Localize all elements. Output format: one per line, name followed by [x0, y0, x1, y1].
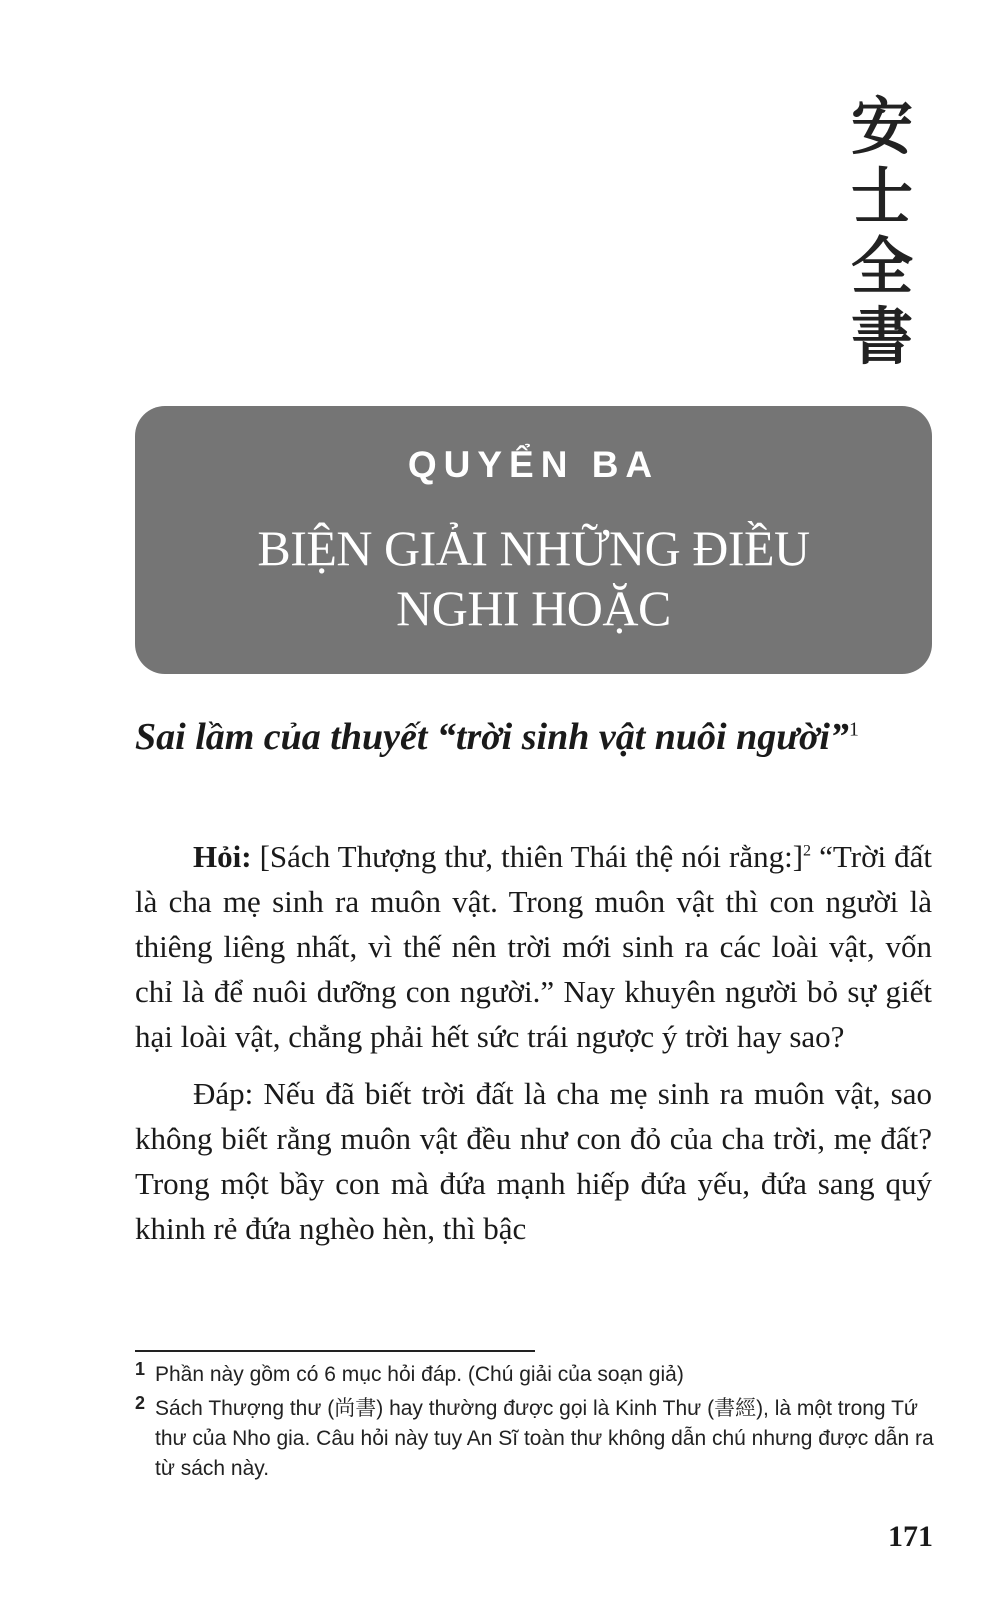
footnote [135, 1360, 935, 1390]
section-title-text: Sai lầm của thuyết “trời sinh vật nuôi người” [135, 716, 849, 758]
paragraph-text: Đáp: Nếu đã biết trời đất là cha mẹ sinh ra muôn vật, sao không biết rằng muôn vật đều như con đỏ của cha trời, mẹ đất? Trong một bầy con mà đứa mạnh hiếp đứa yếu, đứa sang quý khinh rẻ đứa nghèo hèn, thì bậc [135, 1076, 932, 1246]
footnote-ref: 2 [803, 842, 812, 860]
body-text [135, 834, 932, 1263]
vertical-title-char: 士 [850, 160, 913, 233]
footnotes [135, 1360, 935, 1488]
footnote-ref: 1 [848, 718, 859, 741]
paragraph [135, 1071, 932, 1251]
vertical-title-char: 全 [850, 230, 913, 303]
footnote-divider [135, 1350, 535, 1352]
section-title [135, 712, 935, 762]
paragraph-lead: Hỏi: [193, 839, 252, 874]
vertical-book-title [842, 92, 922, 372]
footnote-number: 2 [135, 1393, 146, 1413]
vertical-title-char: 安 [850, 90, 913, 163]
page-number: 171 [888, 1520, 933, 1553]
footnote-text: Phần này gồm có 6 mục hỏi đáp. (Chú giải của soạn giả) [155, 1363, 684, 1386]
footnote-number: 1 [135, 1359, 146, 1379]
chapter-header-box [135, 406, 932, 674]
paragraph-text: “Trời đất là cha mẹ sinh ra muôn vật. Trong muôn vật thì con người là thiêng liêng nhất, vì thế nên trời mới sinh ra các loài vật, vốn chỉ là để nuôi dưỡng con người.” Nay khuyên người bỏ sự giết hại loài vật, chẳng phải hết sức trái ngược ý trời hay sao? [135, 839, 933, 1054]
footnote [135, 1394, 935, 1484]
paragraph [135, 834, 932, 1059]
chapter-title-line: BIỆN GIẢI NHỮNG ĐIỀU [257, 520, 810, 576]
paragraph-text: [Sách Thượng thư, thiên Thái thệ nói rằng:] [251, 839, 804, 874]
chapter-title [155, 518, 912, 638]
chapter-label: QUYỂN BA [407, 444, 660, 485]
chapter-title-line: NGHI HOẶC [396, 580, 671, 636]
vertical-title-char: 書 [850, 300, 913, 373]
footnote-text: Sách Thượng thư (尚書) hay thường được gọi là Kinh Thư (書經), là một trong Tứ thư của Nho gia. Câu hỏi này tuy An Sĩ toàn thư không dẫn chú nhưng được dẫn ra từ sách này. [155, 1397, 934, 1480]
